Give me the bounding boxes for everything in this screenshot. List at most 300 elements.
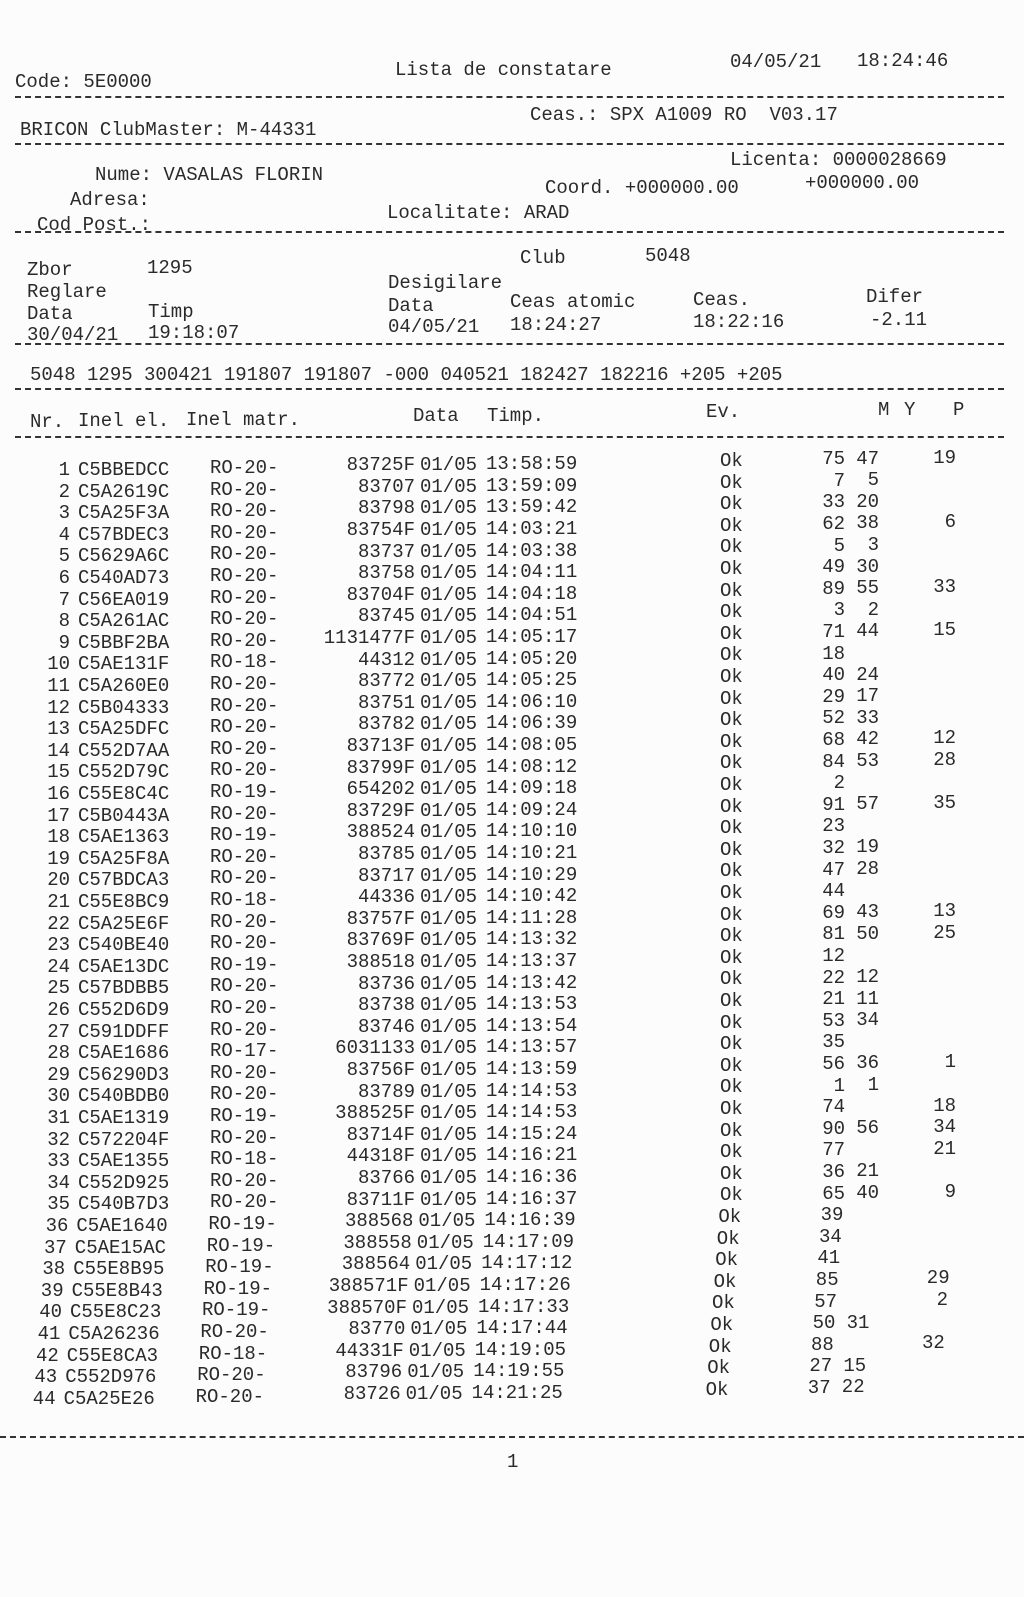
- row-date: 01/05: [420, 842, 478, 865]
- row-nr: 33: [47, 1150, 70, 1173]
- row-nr: 23: [47, 934, 70, 957]
- inel-el: C5A261AC: [78, 610, 170, 633]
- row-y: 56: [856, 1117, 879, 1140]
- inel-matr-number: 1131477F: [323, 626, 415, 649]
- inel-el: C5B04333: [78, 696, 170, 719]
- inel-el: C57BDBB5: [78, 977, 170, 1000]
- row-p: 28: [933, 749, 956, 772]
- row-nr: 26: [47, 999, 70, 1022]
- row-m: 21: [822, 988, 845, 1011]
- row-time: 14:13:53: [486, 993, 578, 1016]
- row-m: 69: [822, 901, 845, 924]
- inel-matr-prefix: RO-17-: [210, 1040, 279, 1063]
- row-p: 25: [933, 921, 956, 944]
- row-time: 14:06:39: [486, 712, 578, 735]
- row-date: 01/05: [420, 1188, 478, 1211]
- row-ev: Ok: [720, 471, 743, 494]
- row-ev: Ok: [720, 622, 743, 645]
- inel-el: C57BDCA3: [78, 869, 170, 892]
- row-m: 84: [822, 750, 845, 773]
- inel-el: C552D925: [78, 1171, 170, 1194]
- row-ev: Ok: [712, 1292, 735, 1315]
- inel-matr-number: 44312: [357, 648, 415, 671]
- row-m: 68: [822, 728, 845, 751]
- row-time: 14:16:36: [486, 1165, 578, 1188]
- row-nr: 12: [47, 696, 70, 719]
- row-m: 41: [817, 1247, 841, 1270]
- row-date: 01/05: [420, 454, 478, 477]
- row-date: 01/05: [420, 1037, 478, 1060]
- code-label: Code: 5E0000: [15, 71, 152, 93]
- inel-matr-prefix: RO-20-: [210, 629, 279, 652]
- row-nr: 1: [58, 459, 70, 482]
- row-y: 15: [843, 1354, 867, 1377]
- inel-el: C572204F: [78, 1128, 170, 1151]
- row-date: 01/05: [420, 799, 478, 822]
- inel-el: C5BBF2BA: [78, 631, 170, 654]
- page-number: 1: [507, 1451, 519, 1473]
- row-m: 57: [814, 1290, 837, 1313]
- inel-matr-prefix: RO-20-: [210, 1018, 279, 1041]
- reglare-label: Reglare: [27, 281, 107, 303]
- row-time: 14:10:29: [486, 863, 578, 886]
- row-ev: Ok: [720, 644, 743, 667]
- row-date: 01/05: [420, 1102, 478, 1125]
- inel-matr-prefix: RO-20-: [210, 802, 279, 825]
- inel-el: C57BDEC3: [78, 523, 170, 546]
- inel-matr-prefix: RO-20-: [210, 586, 279, 609]
- row-p: 6: [944, 511, 956, 534]
- row-ev: Ok: [720, 1033, 743, 1056]
- row-time: 14:14:53: [486, 1079, 578, 1102]
- inel-el: C5AE13DC: [78, 955, 170, 978]
- inel-matr-number: 83799F: [346, 756, 415, 779]
- inel-el: C5629A6C: [78, 545, 170, 568]
- inel-el: C5AE1640: [76, 1214, 168, 1237]
- row-m: 29: [822, 685, 845, 708]
- row-y: 57: [856, 793, 879, 816]
- row-m: 22: [822, 966, 845, 989]
- row-ev: Ok: [720, 881, 743, 904]
- row-nr: 2: [58, 480, 70, 503]
- row-ev: Ok: [720, 601, 743, 624]
- inel-matr-prefix: RO-20-: [210, 1061, 279, 1084]
- inel-matr-prefix: RO-20-: [210, 845, 279, 868]
- inel-el: C55E8BC9: [78, 890, 170, 913]
- inel-matr-number: 388571F: [328, 1274, 409, 1297]
- inel-matr-number: 83736: [357, 972, 415, 995]
- inel-el: C5A2619C: [78, 480, 170, 503]
- row-nr: 32: [47, 1128, 70, 1151]
- row-time: 14:03:38: [486, 539, 578, 562]
- row-ev: Ok: [720, 946, 743, 969]
- row-time: 14:05:20: [486, 647, 578, 670]
- inel-matr-number: 83769F: [346, 929, 415, 952]
- row-nr: 36: [45, 1215, 69, 1238]
- nume: Nume: VASALAS FLORIN: [95, 164, 324, 186]
- row-time: 13:58:59: [486, 453, 578, 476]
- desigilare-label: Desigilare: [388, 272, 503, 294]
- inel-matr-number: 83766: [357, 1166, 415, 1189]
- row-date: 01/05: [408, 1339, 466, 1362]
- divider: [15, 96, 1004, 98]
- inel-matr-prefix: RO-20-: [210, 716, 279, 739]
- inel-matr-number: 83717: [357, 864, 415, 887]
- row-nr: 20: [47, 869, 70, 892]
- row-m: 3: [833, 599, 845, 622]
- row-time: 14:19:55: [473, 1360, 565, 1383]
- row-p: 34: [933, 1116, 956, 1139]
- reglare-date: 30/04/21: [27, 324, 119, 346]
- row-date: 01/05: [407, 1361, 465, 1384]
- row-nr: 43: [34, 1366, 58, 1389]
- club-label: Club: [520, 247, 566, 269]
- inel-matr-prefix: RO-20-: [210, 1126, 279, 1149]
- row-nr: 22: [47, 912, 70, 935]
- coord-2: +000000.00: [805, 172, 920, 194]
- row-time: 13:59:42: [486, 496, 578, 519]
- reglare-timp-label: Timp: [148, 301, 194, 323]
- row-y: 33: [856, 706, 879, 729]
- inel-matr-prefix: RO-19-: [206, 1234, 276, 1257]
- inel-matr-number: 83745: [357, 605, 415, 628]
- inel-matr-number: 6031133: [335, 1037, 415, 1060]
- row-m: 23: [822, 815, 845, 838]
- row-ev: Ok: [720, 709, 743, 732]
- row-nr: 31: [47, 1107, 70, 1130]
- row-nr: 18: [47, 826, 70, 849]
- col-timp: Timp.: [487, 405, 545, 427]
- row-time: 14:13:37: [486, 949, 578, 972]
- inel-matr-prefix: RO-20-: [210, 673, 279, 696]
- inel-el: C5AE1319: [78, 1106, 170, 1129]
- row-y: 5: [867, 469, 879, 492]
- row-m: 40: [822, 664, 845, 687]
- row-p: 29: [926, 1267, 950, 1290]
- row-m: 39: [820, 1204, 844, 1227]
- row-time: 14:13:54: [486, 1014, 578, 1037]
- row-m: 18: [822, 642, 845, 665]
- row-nr: 5: [58, 545, 70, 568]
- inel-matr-prefix: RO-19-: [208, 1213, 277, 1236]
- row-time: 14:10:42: [486, 885, 578, 908]
- row-date: 01/05: [420, 756, 478, 779]
- inel-matr-number: 44336: [357, 886, 415, 909]
- row-y: 17: [856, 685, 879, 708]
- inel-el: C5A25E6F: [78, 912, 170, 935]
- difer-label: Difer: [866, 286, 924, 308]
- inel-matr-prefix: RO-19-: [202, 1299, 271, 1322]
- inel-matr-prefix: RO-20-: [210, 608, 279, 631]
- inel-matr-number: 83746: [357, 1015, 415, 1038]
- divider: [15, 388, 1004, 390]
- row-ev: Ok: [720, 665, 743, 688]
- row-time: 14:09:18: [486, 777, 578, 800]
- inel-matr-prefix: RO-19-: [210, 953, 279, 976]
- inel-el: C5AE15AC: [74, 1236, 167, 1259]
- inel-matr-number: 83796: [345, 1361, 403, 1384]
- row-date: 01/05: [420, 778, 478, 801]
- row-m: 74: [822, 1096, 845, 1119]
- row-time: 14:08:05: [486, 733, 578, 756]
- divider: [15, 436, 1004, 438]
- inel-matr-number: 83789: [357, 1080, 415, 1103]
- row-m: 49: [822, 556, 845, 579]
- row-time: 14:16:39: [484, 1209, 576, 1232]
- row-nr: 13: [47, 718, 70, 741]
- row-ev: Ok: [720, 838, 743, 861]
- row-m: 27: [809, 1355, 833, 1378]
- row-y: 30: [856, 555, 879, 578]
- row-m: 90: [822, 1117, 845, 1140]
- row-m: 85: [815, 1268, 839, 1291]
- inel-matr-number: 83751: [357, 691, 415, 714]
- row-m: 56: [822, 1052, 845, 1075]
- inel-matr-prefix: RO-20-: [210, 932, 279, 955]
- inel-matr-prefix: RO-20-: [210, 543, 279, 566]
- row-date: 01/05: [420, 518, 478, 541]
- inel-matr-prefix: RO-20-: [210, 694, 279, 717]
- inel-matr-prefix: RO-18-: [210, 651, 279, 674]
- row-date: 01/05: [420, 950, 478, 973]
- row-m: 36: [822, 1160, 845, 1183]
- inel-matr-number: 83707: [357, 475, 415, 498]
- row-y: 3: [867, 534, 879, 557]
- row-y: 24: [856, 663, 879, 686]
- row-ev: Ok: [710, 1313, 734, 1336]
- row-date: 01/05: [420, 821, 478, 844]
- inel-matr-prefix: RO-20-: [200, 1321, 269, 1344]
- row-m: 88: [811, 1333, 834, 1356]
- row-ev: Ok: [720, 514, 743, 537]
- inel-matr-prefix: RO-20-: [210, 500, 279, 523]
- row-time: 14:13:59: [486, 1057, 578, 1080]
- inel-el: C5B0443A: [78, 804, 170, 827]
- row-time: 14:19:05: [474, 1338, 567, 1361]
- inel-el: C540BDB0: [78, 1085, 170, 1108]
- row-y: 21: [856, 1160, 879, 1183]
- row-ev: Ok: [705, 1378, 729, 1401]
- row-y: 19: [856, 836, 879, 859]
- row-time: 14:10:10: [486, 820, 578, 843]
- inel-el: C55E8B95: [73, 1258, 165, 1281]
- row-date: 01/05: [420, 994, 478, 1017]
- inel-el: C540BE40: [78, 934, 170, 957]
- row-p: 2: [936, 1289, 948, 1312]
- row-m: 65: [822, 1182, 845, 1205]
- row-nr: 42: [36, 1344, 59, 1367]
- row-time: 14:09:24: [486, 798, 578, 821]
- row-y: 1: [867, 1074, 879, 1097]
- inel-matr-prefix: RO-20-: [210, 867, 279, 890]
- row-nr: 27: [47, 1020, 70, 1043]
- inel-matr-prefix: RO-19-: [210, 781, 279, 804]
- row-ev: Ok: [720, 687, 743, 710]
- row-time: 14:05:25: [486, 669, 578, 692]
- ceas-value: 18:22:16: [693, 311, 785, 333]
- row-m: 91: [822, 793, 845, 816]
- row-nr: 25: [47, 977, 70, 1000]
- row-p: 18: [933, 1094, 956, 1117]
- inel-matr-prefix: RO-19-: [205, 1256, 274, 1279]
- row-date: 01/05: [420, 648, 478, 671]
- row-ev: Ok: [720, 1076, 743, 1099]
- row-nr: 6: [58, 567, 70, 590]
- inel-el: C55E8CA3: [66, 1344, 159, 1367]
- inel-matr-number: 83798: [357, 497, 415, 520]
- row-time: 14:15:24: [486, 1122, 578, 1145]
- inel-matr-number: 44331F: [335, 1339, 404, 1362]
- row-ev: Ok: [720, 773, 743, 796]
- inel-el: C5A260E0: [78, 674, 170, 697]
- row-m: 81: [822, 923, 845, 946]
- inel-el: C5A25F3A: [78, 502, 170, 525]
- row-y: 34: [856, 1009, 879, 1032]
- row-ev: Ok: [720, 1184, 743, 1207]
- row-ev: Ok: [720, 968, 743, 991]
- row-m: 34: [819, 1225, 842, 1248]
- document-title: Lista de constatare: [395, 59, 612, 81]
- row-time: 14:13:57: [486, 1036, 578, 1059]
- inel-matr-number: 83782: [357, 713, 415, 736]
- row-date: 01/05: [420, 562, 478, 585]
- adresa: Adresa:: [70, 189, 150, 211]
- ceas-atomic-label: Ceas atomic: [510, 291, 636, 313]
- row-ev: Ok: [708, 1335, 732, 1358]
- row-nr: 9: [58, 631, 70, 654]
- col-data: Data: [413, 405, 459, 427]
- row-nr: 15: [47, 761, 70, 784]
- inel-el: C5AE131F: [78, 653, 170, 676]
- row-p: 15: [933, 619, 956, 642]
- row-time: 13:59:09: [486, 474, 578, 497]
- inel-matr-number: 44318F: [346, 1145, 415, 1168]
- row-time: 14:17:26: [479, 1273, 571, 1296]
- inel-el: C5AE1355: [78, 1150, 170, 1173]
- row-ev: Ok: [720, 536, 743, 559]
- row-ev: Ok: [720, 817, 743, 840]
- row-m: 62: [822, 512, 845, 535]
- row-m: 77: [822, 1139, 845, 1162]
- row-date: 01/05: [420, 972, 478, 995]
- licenta: Licenta: 0000028669: [730, 149, 947, 171]
- row-time: 14:06:10: [486, 690, 578, 713]
- summary-line: 5048 1295 300421 191807 191807 -000 040521 182427 182216 +205 +205: [30, 364, 783, 386]
- coord: Coord. +000000.00: [545, 177, 739, 199]
- row-nr: 44: [32, 1387, 56, 1410]
- row-date: 01/05: [410, 1318, 468, 1341]
- inel-matr-prefix: RO-20-: [210, 997, 279, 1020]
- row-m: 71: [822, 620, 845, 643]
- inel-matr-number: 83704F: [346, 583, 415, 606]
- row-p: 13: [933, 900, 956, 923]
- row-m: 89: [822, 577, 845, 600]
- inel-matr-number: 83729F: [346, 799, 415, 822]
- inel-el: C5A25DFC: [78, 718, 170, 741]
- row-y: 43: [856, 901, 879, 924]
- inel-matr-prefix: RO-20-: [210, 1191, 279, 1214]
- inel-matr-number: 83754F: [346, 518, 415, 541]
- row-time: 14:16:37: [486, 1187, 578, 1210]
- row-ev: Ok: [720, 752, 743, 775]
- inel-el: C552D976: [65, 1366, 157, 1389]
- inel-el: C5A25F8A: [78, 847, 170, 870]
- row-y: 22: [841, 1376, 865, 1399]
- row-ev: Ok: [720, 925, 743, 948]
- col-inel-el: Inel el.: [78, 410, 170, 432]
- row-ev: Ok: [720, 557, 743, 580]
- row-date: 01/05: [420, 1145, 478, 1168]
- inel-el: C540B7D3: [78, 1193, 170, 1216]
- club-value: 5048: [645, 245, 691, 267]
- row-date: 01/05: [420, 734, 478, 757]
- row-y: 42: [856, 728, 879, 751]
- inel-matr-number: 388570F: [327, 1296, 407, 1319]
- col-inel-matr: Inel matr.: [186, 409, 301, 431]
- row-time: 14:17:44: [476, 1317, 568, 1340]
- row-date: 01/05: [405, 1382, 463, 1405]
- inel-matr-prefix: RO-20-: [210, 1169, 279, 1192]
- row-m: 75: [822, 448, 845, 471]
- divider: [15, 231, 1004, 233]
- row-m: 37: [807, 1376, 831, 1399]
- inel-matr-prefix: RO-20-: [210, 457, 279, 480]
- row-nr: 41: [37, 1323, 61, 1346]
- row-date: 01/05: [420, 605, 478, 628]
- row-y: 50: [856, 922, 879, 945]
- inel-matr-number: 83714F: [346, 1123, 415, 1146]
- inel-el: C552D79C: [78, 761, 170, 784]
- row-nr: 39: [40, 1279, 64, 1302]
- inel-el: C5BBEDCC: [78, 458, 170, 481]
- row-nr: 24: [47, 955, 70, 978]
- row-y: 44: [856, 620, 879, 643]
- row-date: 01/05: [420, 907, 478, 930]
- inel-el: C55E8C23: [70, 1301, 162, 1324]
- inel-matr-prefix: RO-19-: [210, 1105, 279, 1128]
- row-y: 55: [856, 577, 879, 600]
- inel-matr-prefix: RO-20-: [195, 1385, 265, 1408]
- row-ev: Ok: [720, 730, 743, 753]
- difer-value: -2.11: [870, 309, 928, 331]
- row-ev: Ok: [713, 1270, 737, 1293]
- row-time: 14:16:21: [486, 1144, 578, 1167]
- row-time: 14:11:28: [486, 906, 578, 929]
- zbor-label: Zbor: [27, 259, 73, 281]
- row-nr: 35: [47, 1193, 70, 1216]
- cod-post: Cod Post.:: [37, 214, 152, 236]
- row-m: 2: [833, 772, 845, 795]
- row-time: 14:21:25: [471, 1381, 563, 1404]
- row-ev: Ok: [720, 493, 743, 516]
- inel-el: C56EA019: [78, 588, 170, 611]
- inel-matr-prefix: RO-20-: [210, 910, 279, 933]
- row-nr: 38: [42, 1258, 66, 1281]
- row-p: 1: [944, 1051, 956, 1074]
- col-m: M: [878, 399, 890, 421]
- row-m: 44: [822, 880, 845, 903]
- row-time: 14:17:09: [482, 1230, 575, 1253]
- inel-matr-number: 388564: [341, 1253, 411, 1276]
- zbor-value: 1295: [147, 257, 193, 279]
- row-p: 19: [933, 446, 956, 469]
- row-date: 01/05: [420, 864, 478, 887]
- inel-el: C591DDFF: [78, 1020, 170, 1043]
- row-time: 14:08:12: [486, 755, 578, 778]
- row-nr: 34: [47, 1171, 70, 1194]
- row-date: 01/05: [420, 540, 478, 563]
- inel-matr-prefix: RO-18-: [198, 1342, 268, 1365]
